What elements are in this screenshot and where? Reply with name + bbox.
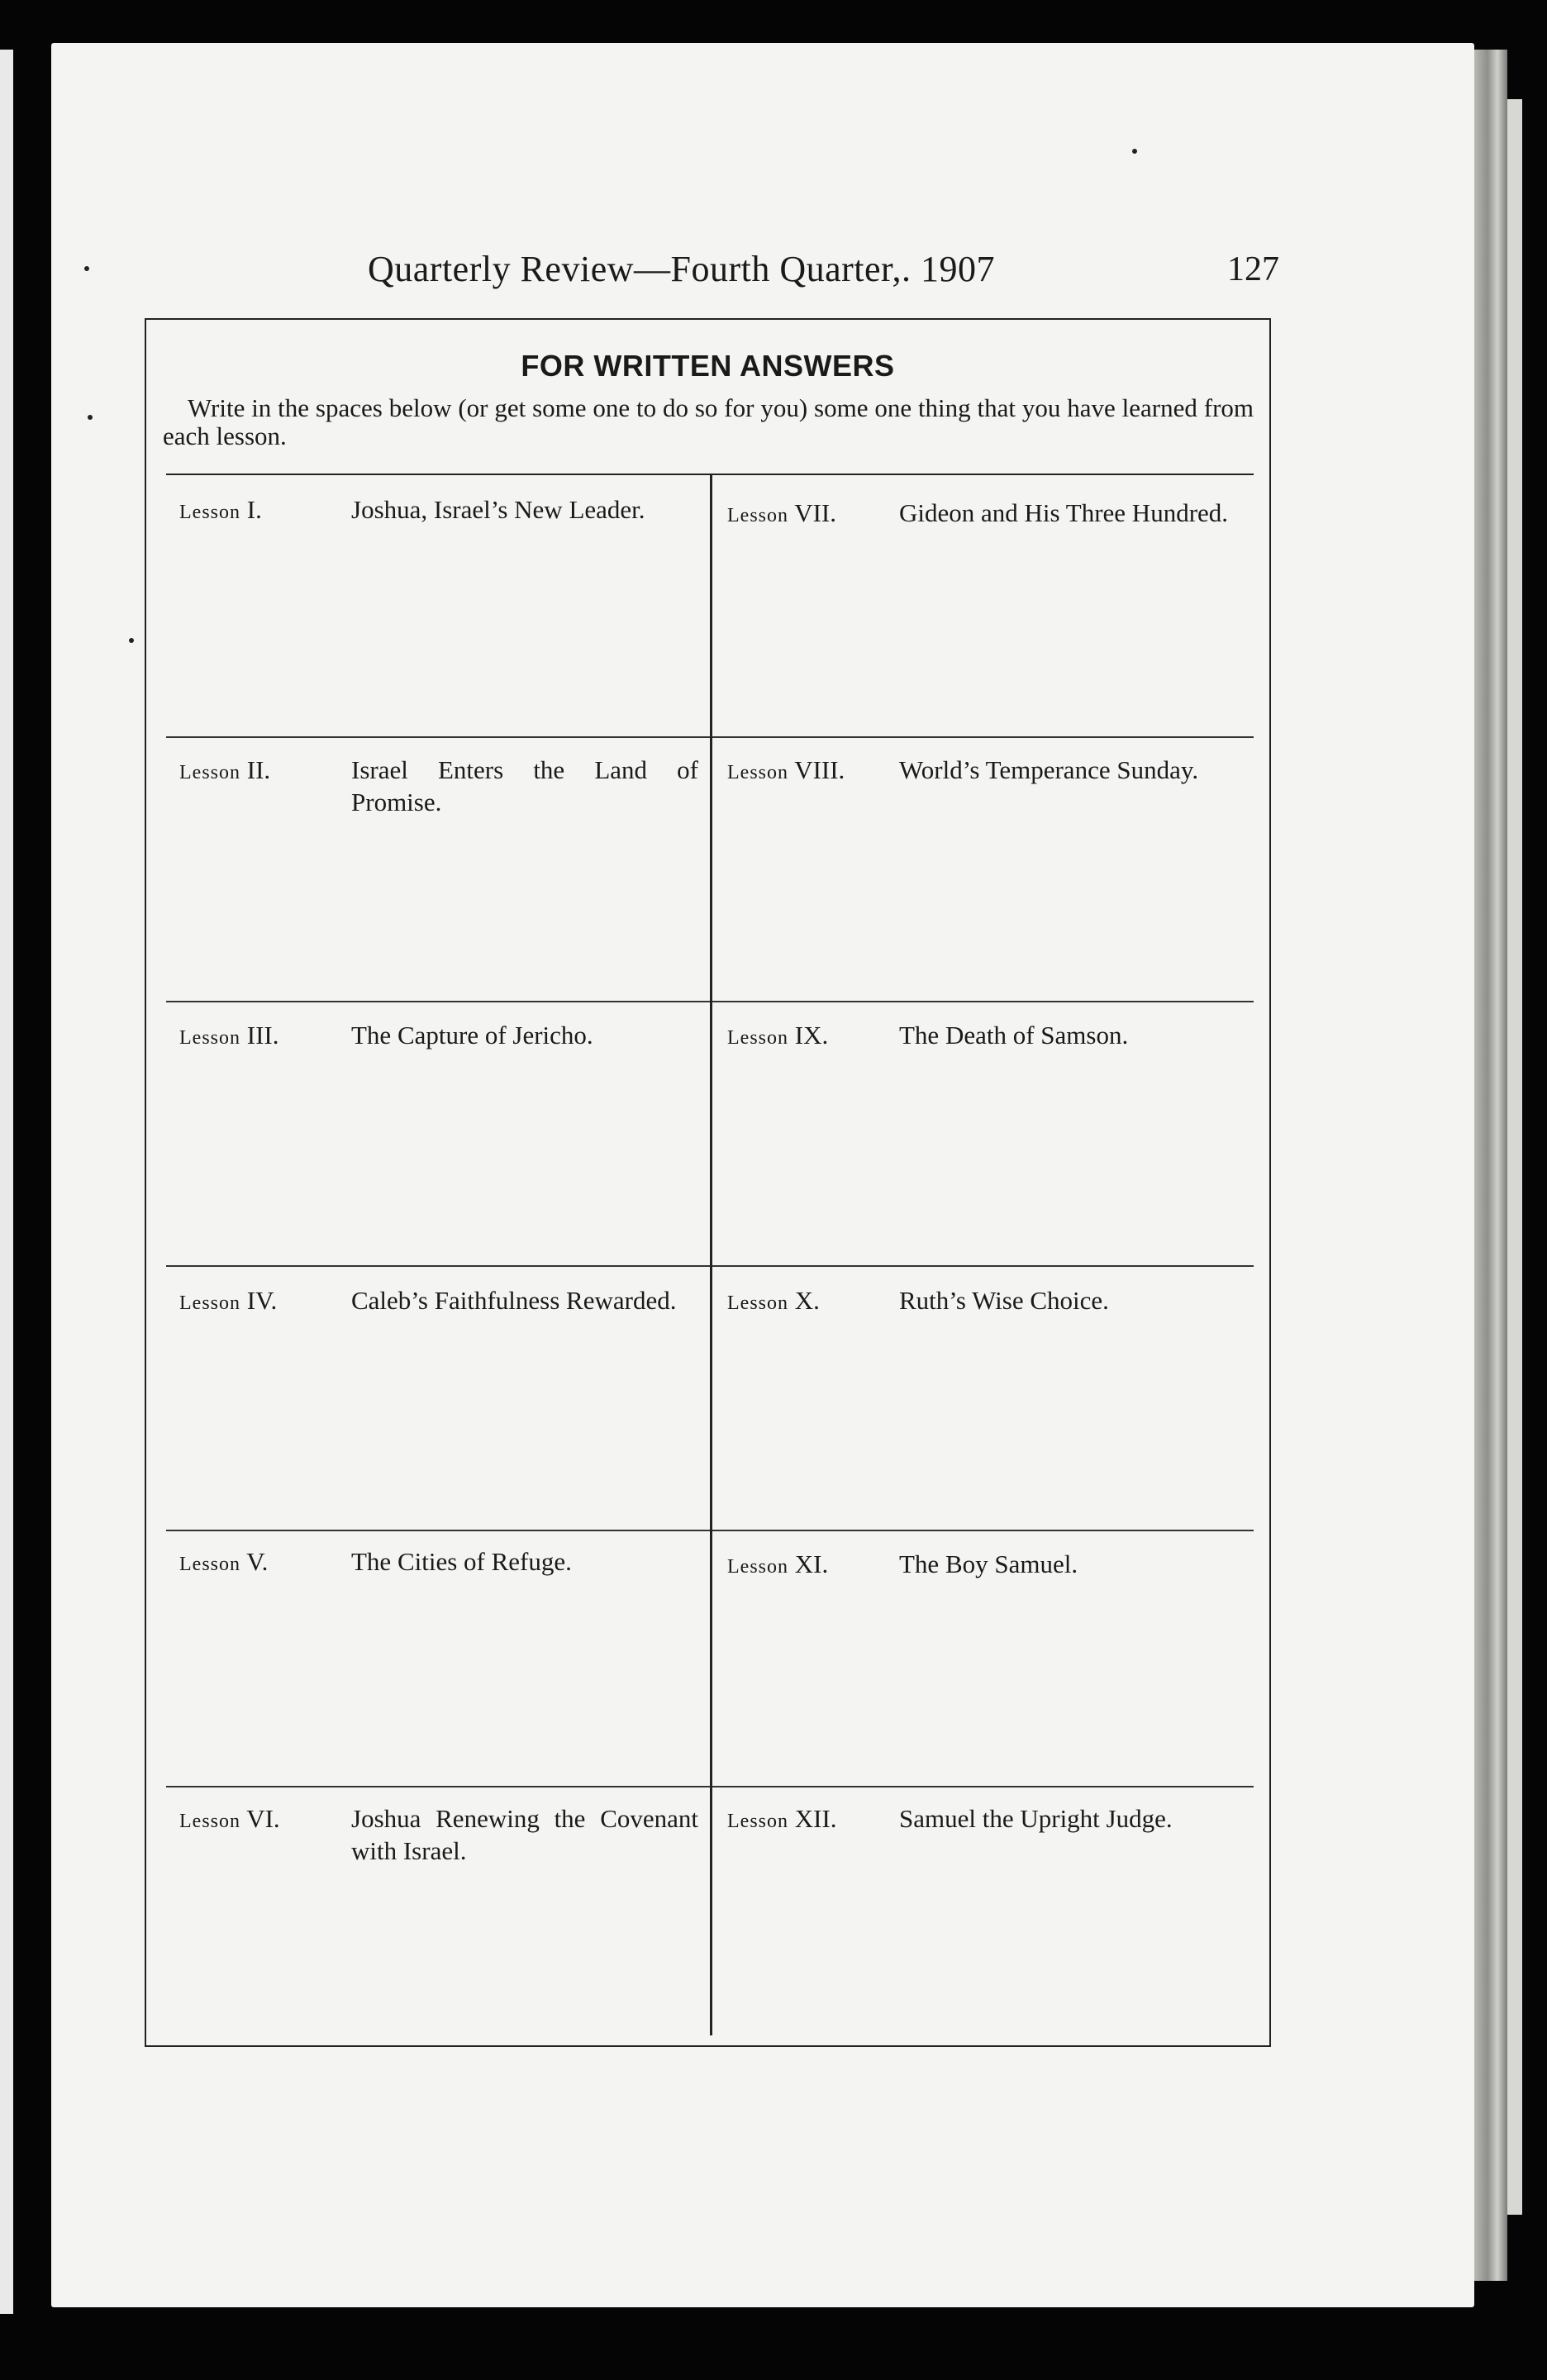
lesson-numeral: XI. (794, 1549, 829, 1578)
facing-page-edge (0, 50, 13, 2314)
page-edge-shadow (1474, 50, 1507, 2281)
lesson-label (179, 1545, 268, 1581)
row-rule (712, 1786, 1254, 1787)
lesson-numeral: VI. (246, 1804, 280, 1833)
lesson-title: The Cities of Refuge. (351, 1547, 572, 1576)
row-rule (166, 1786, 710, 1787)
speck (88, 415, 93, 420)
lesson-word: Lesson (179, 1811, 240, 1832)
lesson-word: Lesson (727, 1027, 788, 1049)
lesson-title: The Boy Samuel. (899, 1549, 1078, 1578)
lesson-title: Joshua Renewing the Covenant with Israel. (351, 1804, 698, 1865)
lesson-label (179, 1802, 280, 1838)
lesson-label (179, 1019, 278, 1054)
lesson-numeral: IV. (246, 1286, 278, 1315)
lesson-numeral: XII. (794, 1804, 837, 1833)
lesson-label (727, 1548, 828, 1583)
lesson-word: Lesson (179, 1292, 240, 1314)
lesson-title: The Death of Samson. (899, 1021, 1129, 1050)
lesson-word: Lesson (179, 1027, 240, 1049)
lesson-word: Lesson (179, 762, 240, 783)
lesson-numeral: V. (246, 1547, 269, 1576)
row-rule (166, 1265, 710, 1267)
lesson-label (727, 497, 836, 532)
lesson-label (179, 754, 270, 789)
lesson-word: Lesson (179, 1554, 240, 1575)
lesson-numeral: VII. (794, 498, 836, 527)
row-rule (166, 736, 710, 738)
lesson-label (179, 493, 262, 529)
page-edge-paper (1507, 99, 1522, 2215)
lesson-numeral: VIII. (794, 755, 845, 784)
lesson-word: Lesson (727, 505, 788, 526)
written-answers-box (145, 318, 1271, 2047)
lesson-title: Gideon and His Three Hundred. (899, 498, 1229, 527)
lesson-numeral: X. (794, 1286, 820, 1315)
lesson-label (727, 1019, 828, 1054)
lesson-numeral: III. (246, 1021, 279, 1050)
page-number: 127 (1227, 250, 1279, 288)
lesson-word: Lesson (727, 762, 788, 783)
lesson-title: Caleb’s Faithfulness Rewarded. (351, 1286, 677, 1315)
box-title: FOR WRITTEN ANSWERS (521, 349, 895, 383)
lesson-numeral: II. (246, 755, 271, 784)
lesson-title: Ruth’s Wise Choice. (899, 1286, 1109, 1315)
speck (129, 638, 134, 643)
lesson-numeral: IX. (794, 1021, 829, 1050)
running-head: Quarterly Review—Fourth Quarter,. 1907 (368, 249, 995, 289)
row-rule (166, 1001, 710, 1002)
lesson-title: World’s Temperance Sunday. (899, 755, 1199, 784)
lesson-title: The Capture of Jericho. (351, 1021, 593, 1050)
column-divider (710, 474, 712, 2035)
lesson-numeral: I. (246, 495, 262, 524)
lesson-label (727, 1284, 820, 1320)
lesson-label (179, 1284, 277, 1320)
lesson-word: Lesson (727, 1556, 788, 1578)
lesson-title: Israel Enters the Land of Promise. (351, 755, 698, 816)
speck (1132, 149, 1137, 154)
row-rule (712, 1265, 1254, 1267)
lesson-title: Joshua, Israel’s New Leader. (351, 495, 645, 524)
row-rule (166, 1530, 710, 1531)
box-instructions: Write in the spaces below (or get some one to do so for you) some one thing that you have learned from each lesson. (163, 393, 1254, 450)
lesson-word: Lesson (727, 1811, 788, 1832)
lesson-word: Lesson (727, 1292, 788, 1314)
speck (84, 266, 89, 271)
lesson-label (727, 754, 845, 789)
row-rule (712, 736, 1254, 738)
lesson-label (727, 1802, 837, 1838)
lesson-word: Lesson (179, 502, 240, 523)
row-rule (712, 1001, 1254, 1002)
lesson-title: Samuel the Upright Judge. (899, 1804, 1173, 1833)
row-rule (712, 1530, 1254, 1531)
